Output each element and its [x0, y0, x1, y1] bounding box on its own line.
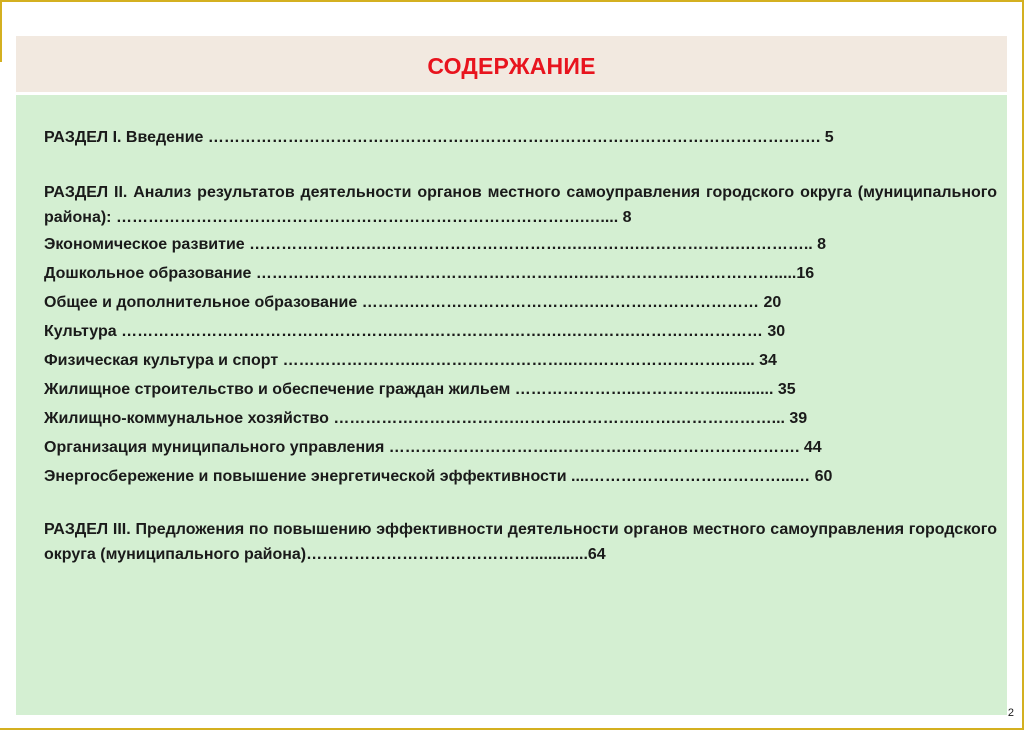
slide-border-left [0, 0, 2, 62]
toc-item-education: Общее и дополнительное образование ……….………………………….….………………………… 20 [44, 294, 782, 311]
toc-item-culture: Культура …………………………………………….……………………….….………….…………………… 30 [44, 323, 786, 340]
toc-item-preschool: Дошкольное образование …………………..……………………………….….……………….…………….....16 [44, 265, 815, 282]
toc-item-economy: Экономическое развитие ………………….….…………………………….….……….……………….………….. 8 [44, 236, 827, 253]
page-title: СОДЕРЖАНИЕ [427, 53, 596, 79]
toc-item-administration: Организация муниципального управления …………………………..………….……..……………………. 44 [44, 439, 822, 456]
toc-item-housing: Жилищное строительство и обеспечение граждан жильем …………………..……………............. 35 [44, 381, 796, 398]
slide-border-top [0, 0, 1024, 2]
toc-section-1: РАЗДЕЛ I. Введение ……………………………………………………………………………………………………. 5 [44, 129, 834, 146]
spacer [44, 152, 997, 180]
toc-item-energy: Энергосбережение и повышение энергетической эффективности ....………………………………...… 60 [44, 468, 833, 485]
slide-number: 2 [1007, 707, 1014, 719]
toc-section-2: РАЗДЕЛ II. Анализ результатов деятельности органов местного самоуправления городского округа (муниципального района): …………………………………………………………………………….….... 8 [44, 184, 997, 226]
table-of-contents [44, 123, 997, 567]
toc-item-sport: Физическая культура и спорт ……………………..………………………..….…………………….…... 34 [44, 352, 777, 369]
toc-item-utilities: Жилищно-коммунальное хозяйство …………………………….………..………….…….………………... 39 [44, 410, 808, 427]
toc-section-3: РАЗДЕЛ III. Предложения по повышению эффективности деятельности органов местного самоуправления городского округа (муниципального района)…………………………………….............64 [44, 521, 997, 563]
spacer [44, 491, 997, 517]
table-of-contents-panel [16, 95, 1007, 715]
title-band [16, 36, 1007, 92]
